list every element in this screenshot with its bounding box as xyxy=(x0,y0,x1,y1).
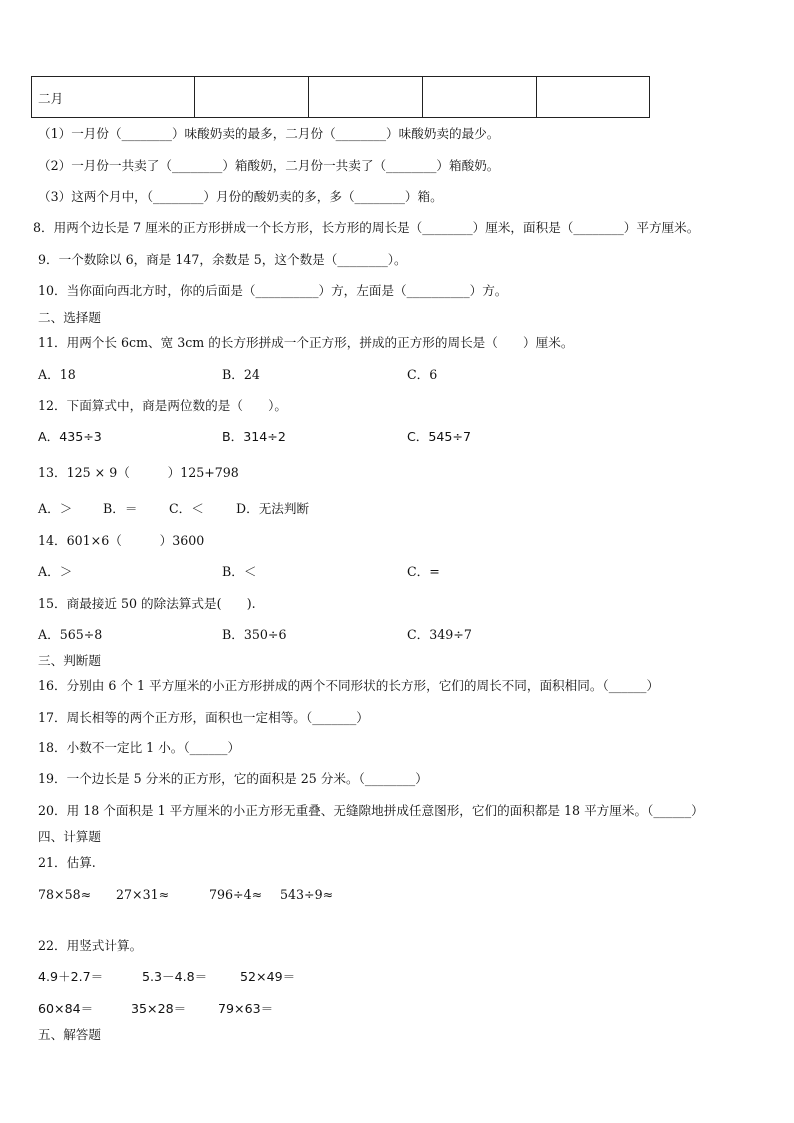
question-10: 10．当你面向西北方时，你的后面是（__________）方，左面是（__________）方。 xyxy=(38,283,508,298)
table-cell xyxy=(537,77,650,118)
vertical-calc-item: 5.3－4.8＝ xyxy=(142,969,208,984)
table-cell xyxy=(309,77,423,118)
q15-option-b: B．350÷6 xyxy=(222,627,287,642)
vertical-calc-item: 79×63＝ xyxy=(218,1001,274,1016)
q13-option-c: C．＜ xyxy=(169,501,204,516)
question-8: 8．用两个边长是 7 厘米的正方形拼成一个长方形，长方形的周长是（________）厘米，面积是（________）平方厘米。 xyxy=(33,220,700,235)
question-16: 16．分别由 6 个 1 平方厘米的小正方形拼成的两个不同形状的长方形，它们的周长不同，面积相同。（______） xyxy=(38,678,660,693)
q12-option-a: A．435÷3 xyxy=(38,429,102,444)
question-11: 11．用两个长 6cm、宽 3cm 的长方形拼成一个正方形，拼成的正方形的周长是（ ）厘米。 xyxy=(38,335,574,350)
q11-option-c: C．6 xyxy=(407,367,438,382)
question-20: 20．用 18 个面积是 1 平方厘米的小正方形无重叠、无缝隙地拼成任意图形，它们的面积都是 18 平方厘米。（______） xyxy=(38,803,704,818)
estimate-item: 796÷4≈ xyxy=(209,887,263,902)
q7-part3: （3）这两个月中，（________）月份的酸奶卖的多，多（________）箱。 xyxy=(38,189,443,204)
vertical-calc-item: 35×28＝ xyxy=(131,1001,187,1016)
q11-option-b: B．24 xyxy=(222,367,260,382)
table-cell xyxy=(195,77,309,118)
question-21: 21．估算. xyxy=(38,855,96,870)
estimate-item: 543÷9≈ xyxy=(280,887,334,902)
question-13: 13．125 × 9（ ）125+798 xyxy=(38,465,239,480)
vertical-calc-item: 60×84＝ xyxy=(38,1001,94,1016)
question-22: 22．用竖式计算。 xyxy=(38,938,143,953)
section-heading-word-problems: 五、解答题 xyxy=(38,1027,101,1042)
question-14: 14．601×6（ ）3600 xyxy=(38,533,205,548)
estimate-item: 78×58≈ xyxy=(38,887,92,902)
data-table xyxy=(31,76,650,118)
q14-option-a: A．＞ xyxy=(38,564,73,579)
q12-option-c: C．545÷7 xyxy=(407,429,471,444)
q7-part1: （1）一月份（________）味酸奶卖的最多，二月份（________）味酸奶卖的最少。 xyxy=(38,126,500,141)
question-17: 17．周长相等的两个正方形，面积也一定相等。（_______） xyxy=(38,710,369,725)
question-19: 19．一个边长是 5 分米的正方形，它的面积是 25 分米。（________） xyxy=(38,771,428,786)
q15-option-a: A．565÷8 xyxy=(38,627,103,642)
section-heading-judgement: 三、判断题 xyxy=(38,653,101,668)
q11-option-a: A．18 xyxy=(38,367,76,382)
section-heading-choice: 二、选择题 xyxy=(38,310,101,325)
q12-option-b: B．314÷2 xyxy=(222,429,286,444)
q14-option-c: C．= xyxy=(407,564,440,579)
vertical-calc-item: 52×49＝ xyxy=(240,969,296,984)
q7-part2: （2）一月份一共卖了（________）箱酸奶，二月份一共卖了（________）箱酸奶。 xyxy=(38,158,500,173)
vertical-calc-item: 4.9＋2.7＝ xyxy=(38,969,104,984)
question-12: 12．下面算式中，商是两位数的是（ ）。 xyxy=(38,398,288,413)
table-row xyxy=(32,77,650,118)
table-cell xyxy=(423,77,537,118)
section-heading-calculation: 四、计算题 xyxy=(38,829,101,844)
question-9: 9．一个数除以 6，商是 147，余数是 5，这个数是（________）。 xyxy=(38,252,407,267)
q13-option-b: B．＝ xyxy=(103,501,138,516)
q13-option-d: D．无法判断 xyxy=(236,501,310,516)
table-row-label: 二月 xyxy=(32,77,195,118)
q15-option-c: C．349÷7 xyxy=(407,627,472,642)
estimate-item: 27×31≈ xyxy=(116,887,170,902)
q14-option-b: B．＜ xyxy=(222,564,257,579)
question-15: 15．商最接近 50 的除法算式是( ). xyxy=(38,596,256,611)
question-18: 18．小数不一定比 1 小。（______） xyxy=(38,740,241,755)
q13-option-a: A．＞ xyxy=(38,501,73,516)
